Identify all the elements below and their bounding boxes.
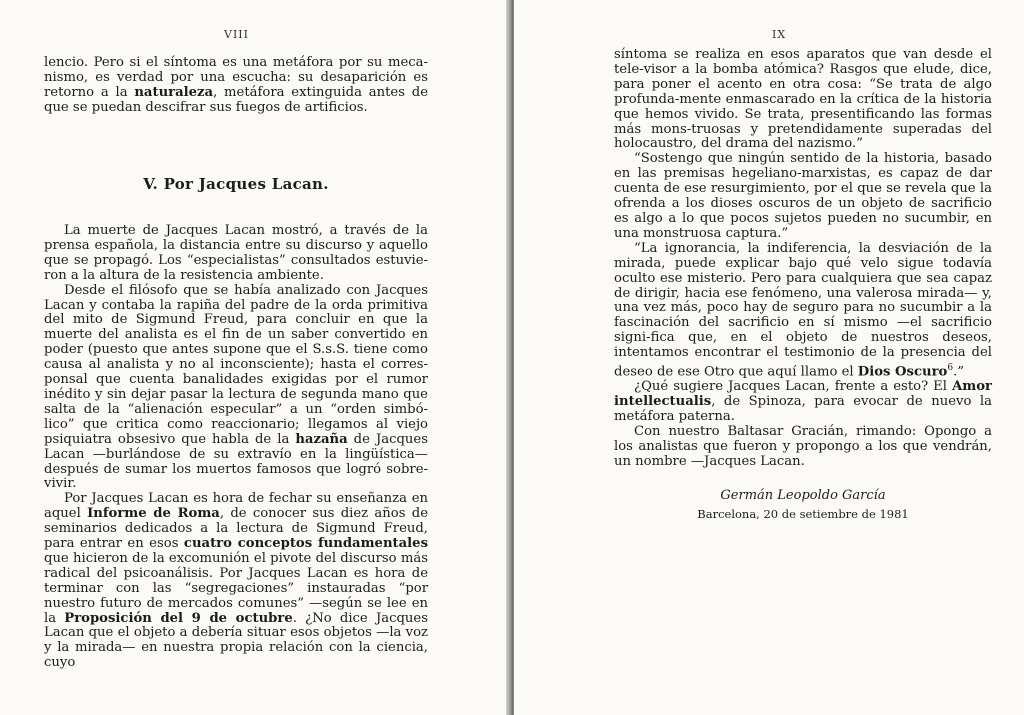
signature-author: Germán Leopoldo García	[720, 488, 886, 503]
body-paragraph: Por Jacques Lacan es hora de fechar su enseñanza en aquel Informe de Roma, de conocer sus diez años de seminarios dedicados a la lectura de Sigmund Freud, para entrar en esos cuatro conceptos fundamentales que hicieron de la excomunión el pivote del discurso más radical del psicoanálisis. Por Jacques Lacan es hora de terminar con las “segregaciones” instauradas “por nuestro futuro de mercados comunes” —según se lee en la Proposición del 9 de octubre. ¿No dice Jacques Lacan que el objeto a debería situar esos objetos —la voz y la mirada— en nuestra propia relación con la ciencia, cuyo	[44, 491, 428, 671]
body-paragraph: “Sostengo que ningún sentido de la historia, basado en las premisas hegeliano-marxistas, es capaz de dar cuenta de ese resurgimiento, por el que se revela que la ofrenda a los dioses oscuros de un objeto de sacrificio es algo a lo que pocos sujetos pueden no sucumbir, en una monstruosa captura.”	[614, 151, 992, 241]
body-paragraph: ¿Qué sugiere Jacques Lacan, frente a esto? El Amor intellectualis, de Spinoza, para evocar de nuevo la metáfora paterna.	[614, 379, 992, 425]
section-heading: V. Por Jacques Lacan.	[143, 175, 329, 193]
signature-block	[614, 488, 992, 521]
body-paragraph: “La ignorancia, la indiferencia, la desviación de la mirada, puede explicar bajo qué velo sigue todavía oculto ese misterio. Pero para cualquiera que sea capaz de dirigir, hacia ese fenómeno, una valerosa mirada— y, una vez más, poco hay de seguro para no sucumbir a la fascinación del sacrificio en sí mismo —el sacrificio signi-fica que, en el objeto de nuestros deseos, intentamos encontrar el testimonio de la presencia del deseo de ese Otro que aquí llamo el Dios Oscuro$^6$.”	[614, 240, 992, 380]
bold-term: Amor intellectualis	[614, 379, 992, 410]
bold-term: Proposición del 9 de octubre	[64, 610, 293, 626]
body-paragraph: Desde el filósofo que se había analizado con Jacques Lacan y contaba la rapiña del padre de la orda primitiva del mito de Sigmund Freud, para concluir en que la muerte del analista es el fin de un saber convertido en poder (puesto que antes supone que el S.s.S. tiene como causa al analista y no al inconsciente); hasta el corres-ponsal que cuenta banalidades exigidas por el rumor inédito y sin dejar pasar la lectura de segunda mano que salta de la “alienación especular” a un “orden simbó-lico” que critica como reaccionario; llegamos al viejo psiquiatra obsesivo que habla de la hazaña de Jacques Lacan —burlándose de su extravío en la lingüística— después de sumar los muertos famosos que logró sobre-vivir.	[44, 282, 428, 492]
footnote-marker: 6	[947, 363, 954, 374]
signature-place-date: Barcelona, 20 de setiembre de 1981	[697, 507, 909, 521]
left-page	[0, 0, 510, 715]
bold-term: Dios Oscuro	[857, 364, 948, 380]
intro-paragraph: lencio. Pero si el síntoma es una metáfora por su meca-nismo, es verdad por una escucha: su desaparición es retorno a la naturaleza, metáfora extinguida antes de que se puedan descifrar sus fuegos de artificios.	[44, 55, 428, 115]
bold-term: cuatro conceptos fundamentales	[183, 536, 428, 552]
bold-term: hazaña	[295, 431, 348, 447]
left-body-text	[44, 224, 428, 671]
bold-term: naturaleza	[134, 84, 214, 100]
body-paragraph: síntoma se realiza en esos aparatos que van desde el tele-visor a la bomba atómica? Rasgos que elude, dice, para poner el acento en otra cosa: “Se trata de algo profunda-mente enmascarado en la crítica de la historia que hemos vivido. Se trata, presentificando las formas más mons-truosas y pretendidamente superadas del holocaustro, del drama del nazismo.”	[614, 47, 992, 152]
page-number-right: IX	[772, 28, 787, 41]
body-paragraph: Con nuestro Baltasar Gracián, rimando: Opongo a los analistas que fueron y propongo a los que vendrán, un nombre —Jacques Lacan.	[614, 424, 992, 469]
bold-term: Informe de Roma	[87, 506, 220, 522]
body-paragraph: La muerte de Jacques Lacan mostró, a través de la prensa española, la distancia entre su discurso y aquello que se propagó. Los “especialistas” consultados estuvie-ron a la altura de la resistencia ambiente.	[44, 223, 428, 283]
right-page	[514, 0, 1024, 715]
right-body-text	[614, 48, 992, 470]
page-number-left: VIII	[224, 28, 249, 41]
